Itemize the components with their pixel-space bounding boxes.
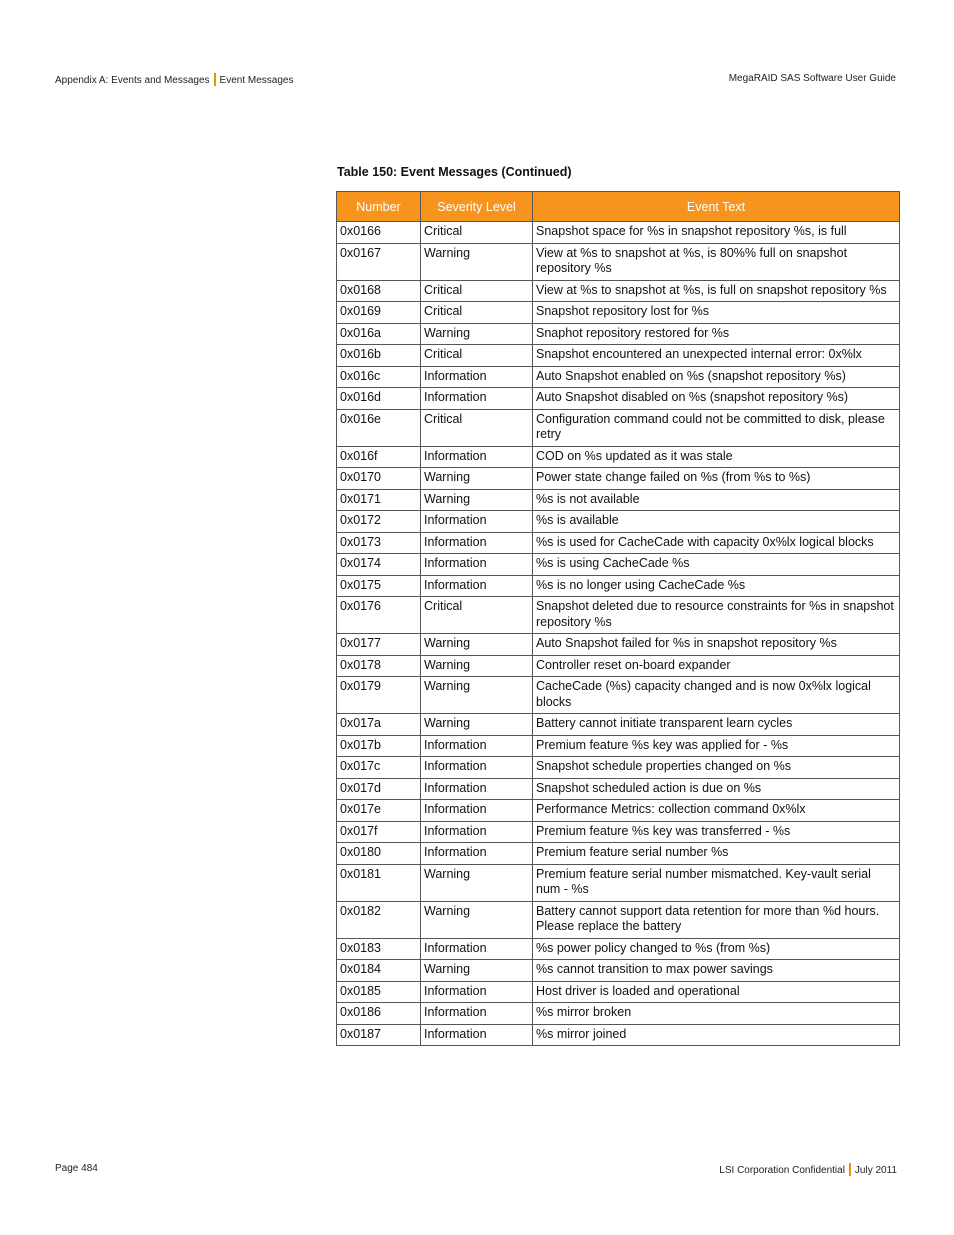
severity-cell: Information [421, 511, 533, 533]
event-number-cell: 0x016f [337, 446, 421, 468]
table-row [337, 489, 900, 511]
event-text-cell: Controller reset on-board expander [533, 655, 900, 677]
table-row [337, 243, 900, 280]
table-row [337, 366, 900, 388]
event-number-cell: 0x017c [337, 757, 421, 779]
event-text-cell: %s is used for CacheCade with capacity 0x%lx logical blocks [533, 532, 900, 554]
table-row [337, 960, 900, 982]
column-header-severity: Severity Level [421, 192, 533, 222]
severity-cell: Information [421, 735, 533, 757]
event-text-cell: Snaphot repository restored for %s [533, 323, 900, 345]
event-number-cell: 0x017f [337, 821, 421, 843]
severity-cell: Information [421, 446, 533, 468]
event-number-cell: 0x0172 [337, 511, 421, 533]
column-header-number: Number [337, 192, 421, 222]
event-text-cell: Power state change failed on %s (from %s to %s) [533, 468, 900, 490]
event-number-cell: 0x0175 [337, 575, 421, 597]
event-number-cell: 0x0184 [337, 960, 421, 982]
table-row [337, 409, 900, 446]
event-text-cell: Premium feature serial number %s [533, 843, 900, 865]
table-body [337, 222, 900, 1046]
event-text-cell: View at %s to snapshot at %s, is full on snapshot repository %s [533, 280, 900, 302]
event-number-cell: 0x0185 [337, 981, 421, 1003]
table-row [337, 222, 900, 244]
event-text-cell: %s cannot transition to max power savings [533, 960, 900, 982]
table-row [337, 821, 900, 843]
table-row [337, 843, 900, 865]
table-caption: Table 150: Event Messages (Continued) [337, 165, 572, 179]
column-header-event-text: Event Text [533, 192, 900, 222]
header-separator [214, 73, 216, 86]
event-text-cell: %s is not available [533, 489, 900, 511]
event-number-cell: 0x016a [337, 323, 421, 345]
event-text-cell: CacheCade (%s) capacity changed and is now 0x%lx logical blocks [533, 677, 900, 714]
event-text-cell: %s is no longer using CacheCade %s [533, 575, 900, 597]
table-row [337, 757, 900, 779]
severity-cell: Information [421, 1003, 533, 1025]
event-number-cell: 0x0171 [337, 489, 421, 511]
footer-confidential: LSI Corporation Confidential [719, 1165, 845, 1176]
severity-cell: Warning [421, 714, 533, 736]
table-header-row [337, 192, 900, 222]
table-row [337, 714, 900, 736]
table-row [337, 864, 900, 901]
severity-cell: Information [421, 778, 533, 800]
event-text-cell: Battery cannot initiate transparent learn cycles [533, 714, 900, 736]
event-text-cell: Premium feature %s key was transferred - %s [533, 821, 900, 843]
severity-cell: Warning [421, 901, 533, 938]
severity-cell: Critical [421, 302, 533, 324]
event-text-cell: View at %s to snapshot at %s, is 80%% full on snapshot repository %s [533, 243, 900, 280]
event-number-cell: 0x016e [337, 409, 421, 446]
table-row [337, 655, 900, 677]
event-text-cell: %s mirror joined [533, 1024, 900, 1046]
event-text-cell: %s is using CacheCade %s [533, 554, 900, 576]
severity-cell: Critical [421, 345, 533, 367]
event-number-cell: 0x0170 [337, 468, 421, 490]
event-text-cell: Performance Metrics: collection command 0x%lx [533, 800, 900, 822]
event-text-cell: Battery cannot support data retention for more than %d hours. Please replace the battery [533, 901, 900, 938]
table-row [337, 511, 900, 533]
event-text-cell: Snapshot deleted due to resource constraints for %s in snapshot repository %s [533, 597, 900, 634]
event-text-cell: Auto Snapshot failed for %s in snapshot repository %s [533, 634, 900, 656]
severity-cell: Warning [421, 677, 533, 714]
table-row [337, 981, 900, 1003]
event-number-cell: 0x0179 [337, 677, 421, 714]
event-text-cell: Snapshot encountered an unexpected internal error: 0x%lx [533, 345, 900, 367]
event-number-cell: 0x0176 [337, 597, 421, 634]
severity-cell: Critical [421, 280, 533, 302]
event-text-cell: %s mirror broken [533, 1003, 900, 1025]
severity-cell: Information [421, 554, 533, 576]
event-number-cell: 0x0174 [337, 554, 421, 576]
severity-cell: Warning [421, 323, 533, 345]
severity-cell: Information [421, 575, 533, 597]
event-number-cell: 0x016d [337, 388, 421, 410]
table-row [337, 735, 900, 757]
footer-separator [849, 1163, 851, 1176]
event-number-cell: 0x0173 [337, 532, 421, 554]
table-row [337, 345, 900, 367]
event-number-cell: 0x0166 [337, 222, 421, 244]
event-text-cell: Configuration command could not be committed to disk, please retry [533, 409, 900, 446]
severity-cell: Critical [421, 409, 533, 446]
event-text-cell: Auto Snapshot enabled on %s (snapshot repository %s) [533, 366, 900, 388]
table-row [337, 302, 900, 324]
event-text-cell: Snapshot space for %s in snapshot repository %s, is full [533, 222, 900, 244]
event-number-cell: 0x0180 [337, 843, 421, 865]
event-text-cell: Host driver is loaded and operational [533, 981, 900, 1003]
table-row [337, 901, 900, 938]
event-text-cell: COD on %s updated as it was stale [533, 446, 900, 468]
header-section: Appendix A: Events and Messages [55, 75, 210, 86]
table-row [337, 1003, 900, 1025]
table-row [337, 575, 900, 597]
severity-cell: Information [421, 938, 533, 960]
severity-cell: Warning [421, 468, 533, 490]
footer-date: July 2011 [854, 1165, 897, 1176]
event-number-cell: 0x0177 [337, 634, 421, 656]
severity-cell: Information [421, 532, 533, 554]
severity-cell: Information [421, 843, 533, 865]
severity-cell: Warning [421, 243, 533, 280]
severity-cell: Information [421, 1024, 533, 1046]
table-row [337, 1024, 900, 1046]
table-row [337, 778, 900, 800]
severity-cell: Information [421, 821, 533, 843]
event-text-cell: Auto Snapshot disabled on %s (snapshot repository %s) [533, 388, 900, 410]
event-number-cell: 0x016c [337, 366, 421, 388]
table-row [337, 323, 900, 345]
event-number-cell: 0x0181 [337, 864, 421, 901]
header-subsection: Event Messages [219, 75, 294, 86]
table-row [337, 938, 900, 960]
table-row [337, 446, 900, 468]
event-text-cell: Premium feature %s key was applied for - %s [533, 735, 900, 757]
event-number-cell: 0x0178 [337, 655, 421, 677]
event-number-cell: 0x0168 [337, 280, 421, 302]
table-row [337, 388, 900, 410]
event-number-cell: 0x0187 [337, 1024, 421, 1046]
event-number-cell: 0x0183 [337, 938, 421, 960]
severity-cell: Information [421, 981, 533, 1003]
table-row [337, 677, 900, 714]
event-text-cell: Snapshot schedule properties changed on %s [533, 757, 900, 779]
severity-cell: Warning [421, 489, 533, 511]
severity-cell: Warning [421, 655, 533, 677]
severity-cell: Warning [421, 864, 533, 901]
severity-cell: Warning [421, 634, 533, 656]
event-number-cell: 0x017a [337, 714, 421, 736]
table-row [337, 634, 900, 656]
event-text-cell: %s power policy changed to %s (from %s) [533, 938, 900, 960]
running-header-right: MegaRAID SAS Software User Guide [728, 73, 896, 84]
event-number-cell: 0x0186 [337, 1003, 421, 1025]
table-row [337, 532, 900, 554]
table-row [337, 280, 900, 302]
page-number: Page 484 [55, 1163, 98, 1174]
event-text-cell: Snapshot scheduled action is due on %s [533, 778, 900, 800]
running-footer-right [719, 1163, 897, 1176]
event-number-cell: 0x017e [337, 800, 421, 822]
severity-cell: Information [421, 388, 533, 410]
table-row [337, 800, 900, 822]
event-number-cell: 0x0182 [337, 901, 421, 938]
severity-cell: Information [421, 757, 533, 779]
event-text-cell: %s is available [533, 511, 900, 533]
event-messages-table [336, 191, 900, 1046]
severity-cell: Critical [421, 222, 533, 244]
severity-cell: Warning [421, 960, 533, 982]
severity-cell: Critical [421, 597, 533, 634]
event-number-cell: 0x0169 [337, 302, 421, 324]
severity-cell: Information [421, 800, 533, 822]
running-header-left [55, 73, 293, 86]
table-row [337, 468, 900, 490]
event-text-cell: Premium feature serial number mismatched. Key-vault serial num - %s [533, 864, 900, 901]
event-number-cell: 0x017b [337, 735, 421, 757]
table-row [337, 597, 900, 634]
event-number-cell: 0x017d [337, 778, 421, 800]
event-number-cell: 0x016b [337, 345, 421, 367]
event-number-cell: 0x0167 [337, 243, 421, 280]
event-text-cell: Snapshot repository lost for %s [533, 302, 900, 324]
severity-cell: Information [421, 366, 533, 388]
table-row [337, 554, 900, 576]
